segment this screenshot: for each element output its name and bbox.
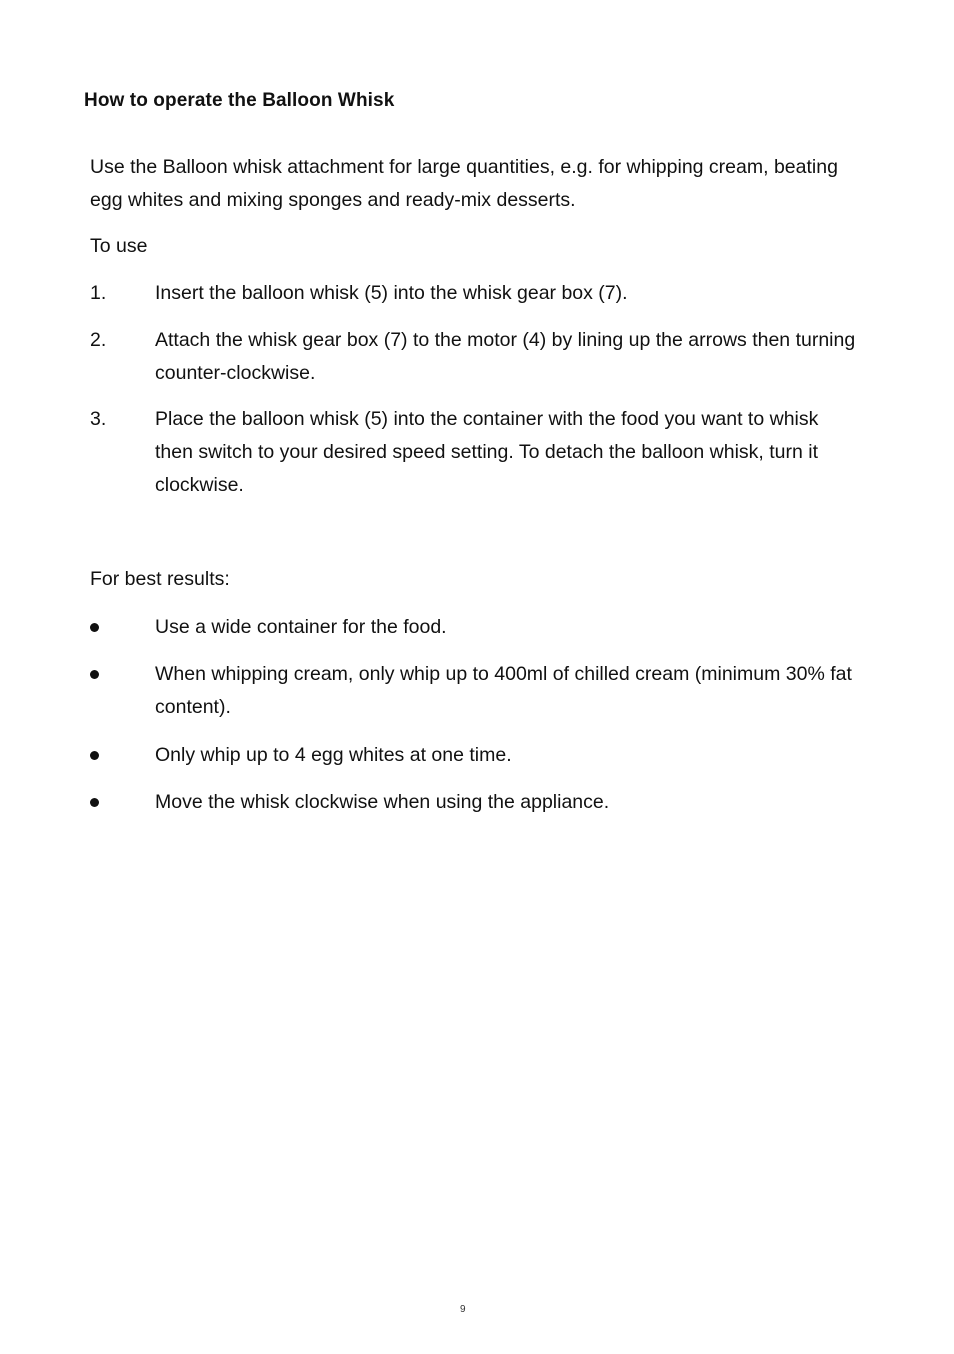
step-item: [90, 324, 860, 390]
tip-item: [90, 739, 860, 772]
best-results-label: For best results:: [90, 568, 230, 590]
step-text: Insert the balloon whisk (5) into the whisk gear box (7).: [155, 282, 628, 304]
tip-item: [90, 658, 860, 724]
step-number: 3.: [90, 408, 107, 430]
step-text: Attach the whisk gear box (7) to the motor (4) by lining up the arrows then turning counter-clockwise.: [155, 329, 856, 384]
section-heading: How to operate the Balloon Whisk: [84, 90, 395, 111]
step-number: 1.: [90, 282, 107, 304]
tip-item: [90, 786, 860, 819]
tip-text: Use a wide container for the food.: [155, 616, 447, 638]
intro-paragraph: Use the Balloon whisk attachment for large quantities, e.g. for whipping cream, beating egg whites and mixing sponges and ready-mix desserts.: [90, 156, 838, 211]
step-item: [90, 277, 860, 310]
tip-item: [90, 611, 860, 644]
step-text: Place the balloon whisk (5) into the container with the food you want to whisk then switch to your desired speed setting. To detach the balloon whisk, turn it clockwise.: [155, 408, 819, 496]
bullet-icon: [90, 798, 99, 807]
tip-text: Only whip up to 4 egg whites at one time.: [155, 744, 512, 766]
step-item: [90, 403, 860, 502]
tip-text: When whipping cream, only whip up to 400ml of chilled cream (minimum 30% fat content).: [155, 663, 852, 718]
step-number: 2.: [90, 329, 107, 351]
bullet-icon: [90, 751, 99, 760]
bullet-icon: [90, 623, 99, 632]
tip-text: Move the whisk clockwise when using the appliance.: [155, 791, 610, 813]
page-number: 9: [460, 1304, 466, 1315]
to-use-label: To use: [90, 235, 148, 257]
bullet-icon: [90, 670, 99, 679]
